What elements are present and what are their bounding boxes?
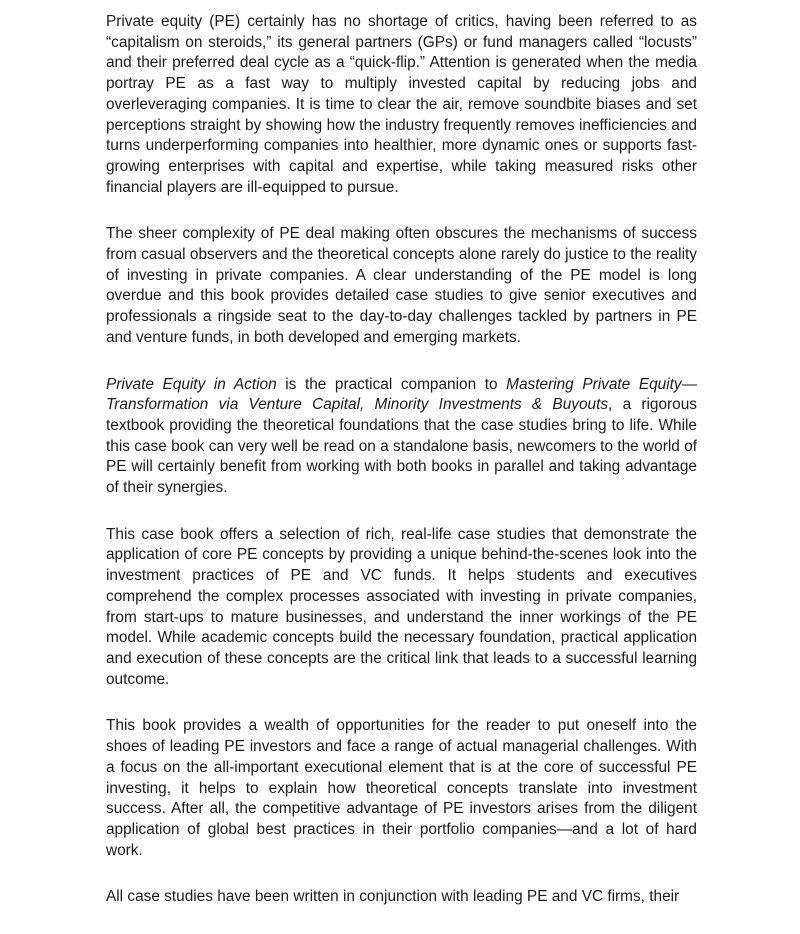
- companion-text-1: is the practical companion to: [276, 375, 507, 393]
- paragraph-critics: Private equity (PE) certainly has no shortage of critics, having been referred to as “capitalism on steroids,” its general partners (GPs) or fund managers called “locusts” and their preferred deal cycle as a “quick-flip.” Attention is generated when the media portray PE as a fast way to multiply invested capital by reducing jobs and overleveraging companies. It is time to clear the air, remove soundbite biases and set perceptions straight by showing how the industry frequently removes inefficiencies and turns underperforming companies into healthier, more dynamic ones or supports fast-growing enterprises with capital and expertise, while taking measured risks other financial players are ill-equipped to pursue.: [106, 13, 697, 196]
- paragraph-companion-book: [106, 375, 697, 499]
- paragraph-case-studies-written: All case studies have been written in conjunction with leading PE and VC firms, their: [106, 888, 680, 906]
- body-text: [106, 12, 697, 934]
- companion-text-2: , a rigorous textbook providing the theoretical foundations that the case studies bring to life. While this case book can very well be read on a standalone basis, newcomers to the world of PE will certainly benefit from working with both books in parallel and taking advantage of their synergies.: [106, 396, 697, 497]
- book-title-mastering-private-equity: Mastering Private Equity—Transformation via Venture Capital, Minority Investments & Buyouts: [106, 375, 697, 414]
- paragraph-case-book-offers: This case book offers a selection of rich, real-life case studies that demonstrate the application of core PE concepts by providing a unique behind-the-scenes look into the investment practices of PE and VC funds. It helps students and executives comprehend the complex processes associated with investing in private companies, from start-ups to mature businesses, and understand the inner workings of the PE model. While academic concepts build the necessary foundation, practical application and execution of these concepts are the critical link that leads to a successful learning outcome.: [106, 525, 697, 688]
- paragraph-wealth-of-opportunities: This book provides a wealth of opportunities for the reader to put oneself into the shoes of leading PE investors and face a range of actual managerial challenges. With a focus on the all-important executional element that is at the core of successful PE investing, it helps to explain how theoretical concepts translate into investment success. After all, the competitive advantage of PE investors arises from the diligent application of global best practices in their portfolio companies—and a lot of hard work.: [106, 717, 697, 859]
- book-title-private-equity-in-action: Private Equity in Action: [106, 375, 277, 393]
- paragraph-complexity: The sheer complexity of PE deal making often obscures the mechanisms of success from casual observers and the theoretical concepts alone rarely do justice to the reality of investing in private companies. A clear understanding of the PE model is long overdue and this book provides detailed case studies to give senior executives and professionals a ringside seat to the day-to-day challenges tackled by partners in PE and venture funds, in both developed and emerging markets.: [106, 225, 697, 346]
